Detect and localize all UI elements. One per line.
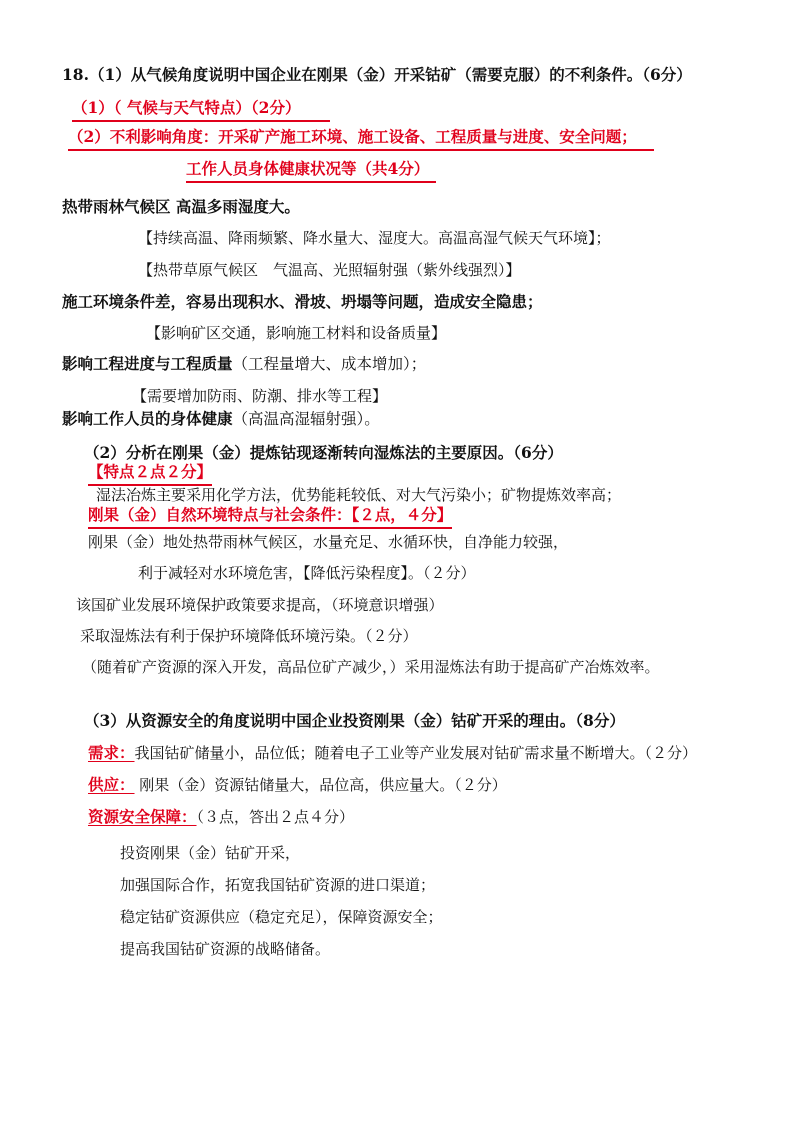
- security-text: （３点，答出２点４分）: [196, 808, 355, 826]
- impact-3: [62, 408, 380, 430]
- part2-tag-2: 刚果（金）自然环境特点与社会条件：【２点，４分】: [88, 504, 452, 529]
- impact-2-rest: （工程量增大、成本增加）；: [232, 355, 427, 373]
- demand-label: 需求：: [88, 743, 135, 762]
- impact-2: [62, 353, 426, 375]
- security-item-2: 加强国际合作，拓宽我国钴矿资源的进口渠道；: [120, 876, 436, 894]
- impact-2-bold: 影响工程进度与工程质量: [62, 354, 233, 373]
- part2-line-4: 该国矿业发展环境保护政策要求提高，（环境意识增强）: [76, 596, 444, 614]
- question-18-part2: （2）分析在刚果（金）提炼钴现逐渐转向湿炼法的主要原因。（6分）: [84, 443, 563, 462]
- question-18-part1: 18.（1）从气候角度说明中国企业在刚果（金）开采钴矿（需要克服）的不利条件。（6分）: [62, 65, 692, 84]
- demand-line: [88, 742, 697, 764]
- impact-1-detail: 【影响矿区交通，影响施工材料和设备质量】: [146, 324, 447, 342]
- climate-heading: 热带雨林气候区 高温多雨湿度大。: [62, 197, 300, 216]
- security-item-3: 稳定钴矿资源供应（稳定充足），保障资源安全；: [120, 908, 443, 926]
- answer-key-2a: （2）不利影响角度：开采矿产施工环境、施工设备、工程质量与进度、安全问题；: [68, 126, 654, 151]
- supply-label: 供应：: [88, 775, 135, 794]
- question-18-part3: （3）从资源安全的角度说明中国企业投资刚果（金）钴矿开采的理由。（8分）: [84, 711, 625, 730]
- impact-3-rest: （高温高湿辐射强）。: [232, 410, 380, 428]
- security-item-1: 投资刚果（金）钴矿开采，: [120, 844, 301, 862]
- supply-line: [88, 774, 507, 796]
- climate-detail-1: 【持续高温、降雨频繁、降水量大、湿度大。高温高湿气候天气环境】；: [138, 229, 611, 247]
- impact-1: 施工环境条件差，容易出现积水、滑坡、坍塌等问题，造成安全隐患；: [62, 292, 543, 311]
- part2-line-6: （随着矿产资源的深入开发，高品位矿产减少，）采用湿炼法有助于提高矿产冶炼效率。: [82, 658, 660, 676]
- part2-line-2: 刚果（金）地处热带雨林气候区，水量充足、水循环快，自净能力较强，: [88, 533, 569, 551]
- answer-key-2b: 工作人员身体健康状况等（共4分）: [186, 158, 436, 183]
- climate-detail-2: 【热带草原气候区 气温高、光照辐射强（紫外线强烈）】: [138, 261, 521, 279]
- impact-3-bold: 影响工作人员的身体健康: [62, 409, 233, 428]
- part2-line-3: 利于减轻对水环境危害，【降低污染程度】。（２分）: [138, 564, 476, 582]
- demand-text: 我国钴矿储量小，品位低；随着电子工业等产业发展对钴矿需求量不断增大。（２分）: [134, 744, 698, 762]
- part2-line-5: 采取湿炼法有利于保护环境降低环境污染。（２分）: [80, 627, 418, 645]
- answer-key-1: （1）（ 气候与天气特点）（2分）: [72, 97, 330, 122]
- security-line: [88, 806, 354, 828]
- security-label: 资源安全保障：: [88, 807, 197, 826]
- part2-line-1: 湿法冶炼主要采用化学方法，优势能耗较低、对大气污染小；矿物提炼效率高；: [96, 486, 622, 504]
- impact-2-detail: 【需要增加防雨、防潮、排水等工程】: [132, 387, 388, 405]
- part2-tag-1: 【特点２点２分】: [88, 461, 212, 486]
- supply-text: 刚果（金）资源钴储量大，品位高，供应量大。（２分）: [134, 776, 507, 794]
- security-item-4: 提高我国钴矿资源的战略储备。: [120, 940, 331, 958]
